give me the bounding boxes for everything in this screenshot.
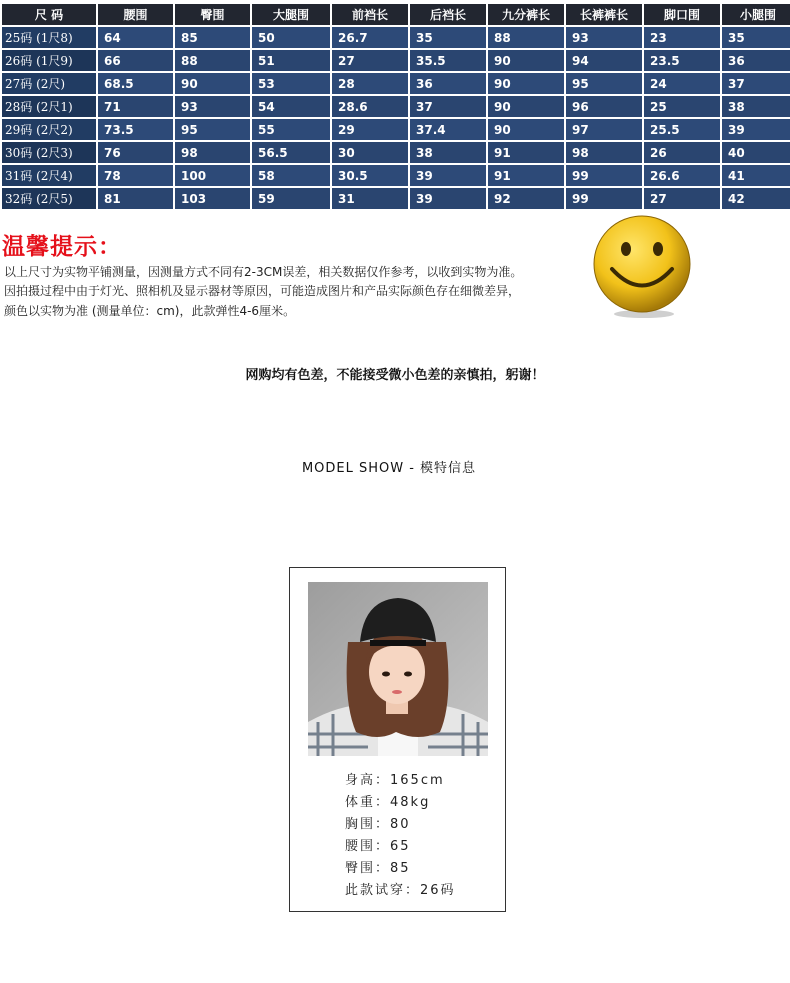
- table-row: [2, 119, 790, 142]
- table-cell: 26.7: [332, 27, 408, 50]
- table-cell: 56.5: [252, 142, 330, 165]
- table-cell: 76: [98, 142, 173, 165]
- header-front-rise: 前裆长: [332, 4, 408, 27]
- header-ankle-length: 九分裤长: [488, 4, 564, 27]
- table-cell: 91: [488, 165, 564, 188]
- table-cell: 27: [644, 188, 720, 211]
- table-cell: 66: [98, 50, 173, 73]
- header-hip: 臀围: [175, 4, 250, 27]
- table-cell: 36: [722, 50, 790, 73]
- table-cell: 25: [644, 96, 720, 119]
- header-size: 尺 码: [2, 4, 96, 27]
- table-cell: 71: [98, 96, 173, 119]
- table-cell: 94: [566, 50, 642, 73]
- table-cell: 39: [410, 188, 486, 211]
- size-label-cell: 31码 (2尺4): [2, 165, 96, 188]
- model-bust: 胸围：80: [345, 817, 411, 832]
- size-label-cell: 28码 (2尺1): [2, 96, 96, 119]
- model-info: [345, 770, 456, 902]
- header-back-rise: 后裆长: [410, 4, 486, 27]
- table-cell: 98: [566, 142, 642, 165]
- model-weight: 体重：48kg: [345, 795, 431, 810]
- table-cell: 25.5: [644, 119, 720, 142]
- table-cell: 38: [410, 142, 486, 165]
- header-thigh: 大腿围: [252, 4, 330, 27]
- table-cell: 95: [566, 73, 642, 96]
- table-row: [2, 188, 790, 211]
- table-cell: 93: [175, 96, 250, 119]
- notice-title: 温馨提示：: [2, 234, 122, 260]
- table-row: [2, 50, 790, 73]
- table-cell: 98: [175, 142, 250, 165]
- table-cell: 39: [722, 119, 790, 142]
- table-cell: 100: [175, 165, 250, 188]
- table-header-row: [2, 4, 790, 27]
- model-waist: 腰围：65: [345, 839, 411, 854]
- model-height: 身高：165cm: [345, 773, 445, 788]
- table-cell: 88: [175, 50, 250, 73]
- notice-line: 因拍摄过程中由于灯光、照相机及显示器材等原因，可能造成图片和产品实际颜色存在细微差异，: [4, 284, 521, 298]
- header-leg-opening: 脚口围: [644, 4, 720, 27]
- model-hip: 臀围：85: [345, 861, 411, 876]
- table-cell: 40: [722, 142, 790, 165]
- table-cell: 54: [252, 96, 330, 119]
- model-photo: [308, 582, 488, 756]
- table-cell: 90: [488, 119, 564, 142]
- table-cell: 37.4: [410, 119, 486, 142]
- table-cell: 59: [252, 188, 330, 211]
- size-label-cell: 26码 (1尺9): [2, 50, 96, 73]
- table-cell: 88: [488, 27, 564, 50]
- table-cell: 35: [722, 27, 790, 50]
- model-trial-size: 此款试穿：26码: [345, 883, 456, 898]
- table-cell: 23: [644, 27, 720, 50]
- header-calf: 小腿围: [722, 4, 790, 27]
- table-cell: 37: [410, 96, 486, 119]
- table-cell: 36: [410, 73, 486, 96]
- table-row: [2, 142, 790, 165]
- table-cell: 68.5: [98, 73, 173, 96]
- table-cell: 95: [175, 119, 250, 142]
- table-cell: 35: [410, 27, 486, 50]
- table-cell: 58: [252, 165, 330, 188]
- table-cell: 35.5: [410, 50, 486, 73]
- notice-line: 以上尺寸为实物平铺测量，因测量方式不同有2-3CM误差，相关数据仅作参考，以收到实物为准。: [4, 265, 523, 279]
- size-table-body: [2, 27, 790, 211]
- model-show-heading: MODEL SHOW - 模特信息: [301, 461, 477, 476]
- table-cell: 73.5: [98, 119, 173, 142]
- table-cell: 85: [175, 27, 250, 50]
- table-cell: 28: [332, 73, 408, 96]
- table-cell: 90: [175, 73, 250, 96]
- table-cell: 90: [488, 73, 564, 96]
- table-cell: 92: [488, 188, 564, 211]
- table-row: [2, 165, 790, 188]
- model-card: [289, 567, 506, 912]
- table-cell: 97: [566, 119, 642, 142]
- size-table: [0, 4, 790, 211]
- table-cell: 30.5: [332, 165, 408, 188]
- table-cell: 81: [98, 188, 173, 211]
- header-full-length: 长裤裤长: [566, 4, 642, 27]
- table-cell: 93: [566, 27, 642, 50]
- table-cell: 42: [722, 188, 790, 211]
- table-cell: 28.6: [332, 96, 408, 119]
- table-cell: 78: [98, 165, 173, 188]
- smiley-icon: [592, 214, 692, 319]
- size-label-cell: 25码 (1尺8): [2, 27, 96, 50]
- table-cell: 99: [566, 165, 642, 188]
- table-row: [2, 27, 790, 50]
- table-cell: 90: [488, 96, 564, 119]
- color-difference-notice: 网购均有色差，不能接受微小色差的亲慎拍，躬谢！: [245, 368, 545, 383]
- table-cell: 50: [252, 27, 330, 50]
- table-cell: 24: [644, 73, 720, 96]
- table-cell: 26: [644, 142, 720, 165]
- table-cell: 64: [98, 27, 173, 50]
- table-cell: 99: [566, 188, 642, 211]
- size-label-cell: 30码 (2尺3): [2, 142, 96, 165]
- size-label-cell: 29码 (2尺2): [2, 119, 96, 142]
- table-cell: 31: [332, 188, 408, 211]
- table-cell: 53: [252, 73, 330, 96]
- table-cell: 41: [722, 165, 790, 188]
- table-cell: 27: [332, 50, 408, 73]
- table-cell: 51: [252, 50, 330, 73]
- table-cell: 103: [175, 188, 250, 211]
- table-cell: 30: [332, 142, 408, 165]
- size-label-cell: 27码 (2尺): [2, 73, 96, 96]
- header-waist: 腰围: [98, 4, 173, 27]
- table-cell: 90: [488, 50, 564, 73]
- table-cell: 26.6: [644, 165, 720, 188]
- table-row: [2, 96, 790, 119]
- table-cell: 37: [722, 73, 790, 96]
- table-cell: 96: [566, 96, 642, 119]
- table-cell: 55: [252, 119, 330, 142]
- table-row: [2, 73, 790, 96]
- notice-line: 颜色以实物为准 (测量单位：cm)，此款弹性4-6厘米。: [4, 304, 296, 318]
- size-label-cell: 32码 (2尺5): [2, 188, 96, 211]
- table-cell: 23.5: [644, 50, 720, 73]
- table-cell: 91: [488, 142, 564, 165]
- table-cell: 39: [410, 165, 486, 188]
- table-cell: 38: [722, 96, 790, 119]
- table-cell: 29: [332, 119, 408, 142]
